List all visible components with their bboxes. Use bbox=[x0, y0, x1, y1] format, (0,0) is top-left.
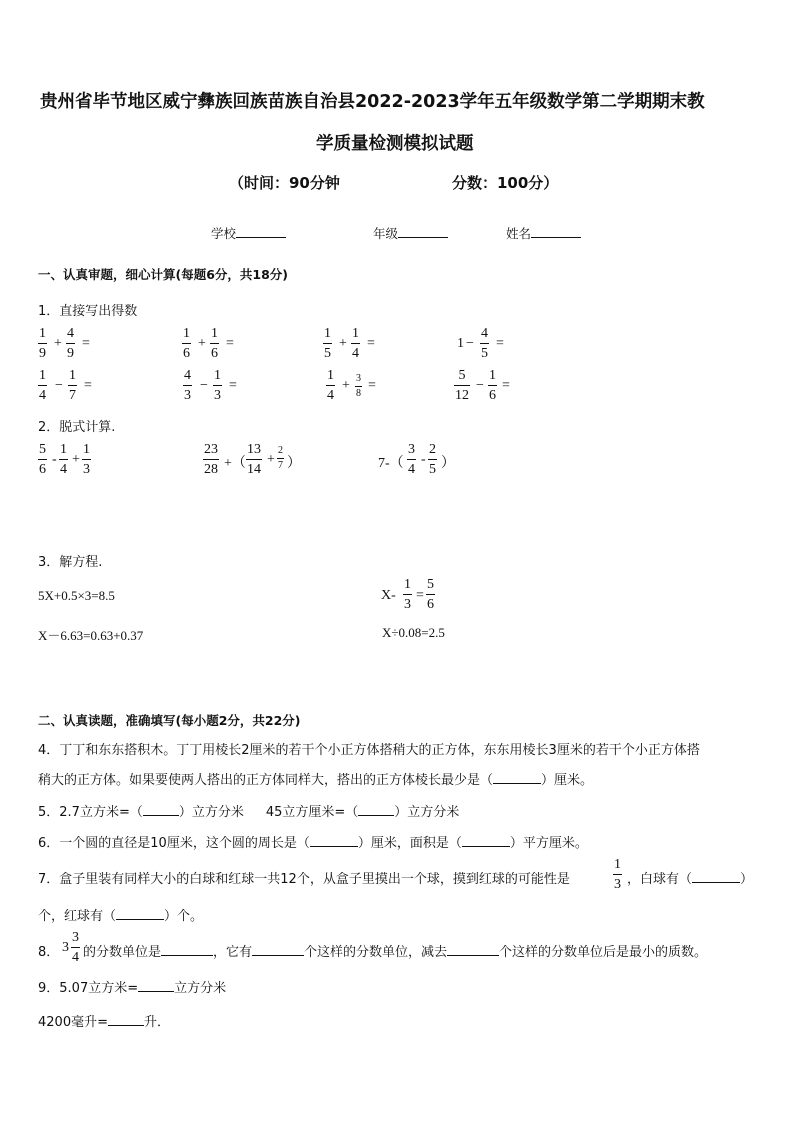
fraction: 13 14 bbox=[247, 442, 261, 477]
q9-blank-2[interactable] bbox=[108, 1013, 144, 1026]
q5-blank-2[interactable] bbox=[358, 803, 394, 816]
section-1-heading: 一、认真审题，细心计算(每题6分，共18分) bbox=[38, 267, 289, 282]
fraction: 1 5 bbox=[324, 326, 331, 361]
q9-text-b: 立方分米 bbox=[174, 981, 227, 996]
q5-text-d: ）立方分米 bbox=[394, 805, 460, 820]
fraction: 5 12 bbox=[455, 368, 469, 403]
q5-text-b: ）立方分米 bbox=[178, 805, 244, 820]
equals: = bbox=[368, 378, 376, 393]
fraction: 5 6 bbox=[39, 442, 46, 477]
q7-line2 bbox=[38, 905, 203, 924]
q7-text-c: ） bbox=[740, 872, 754, 887]
equals: = bbox=[496, 336, 504, 351]
operator: + bbox=[339, 336, 347, 351]
operator: + bbox=[267, 452, 275, 467]
exam-title-line2: 学质量检测模拟试题 bbox=[316, 134, 474, 154]
equals: = bbox=[502, 378, 510, 393]
q5-text-a: 5．2.7立方米=（ bbox=[38, 805, 143, 820]
fraction: 1 3 bbox=[214, 368, 221, 403]
q7-text-d: 个，红球有（ bbox=[38, 909, 117, 924]
fraction: 5 6 bbox=[427, 577, 434, 612]
q4-answer-blank[interactable] bbox=[493, 771, 541, 784]
operator: − bbox=[476, 378, 484, 393]
fraction: 1 4 bbox=[39, 368, 46, 403]
name-blank[interactable] bbox=[531, 225, 581, 238]
whole-number: 1 bbox=[457, 336, 464, 351]
q4-text-a: 稍大的正方体。如果要使两人搭出的正方体同样大，搭出的正方体棱长最少是（ bbox=[38, 773, 494, 788]
equals: = bbox=[367, 336, 375, 351]
q3-equation-3: X－6.63=0.63+0.37 bbox=[38, 628, 144, 643]
operator: − bbox=[55, 378, 63, 393]
q8-blank-3[interactable] bbox=[447, 943, 499, 956]
q6 bbox=[38, 832, 588, 851]
q3-label: 3．解方程. bbox=[38, 555, 103, 570]
equals: = bbox=[229, 378, 237, 393]
fraction: 4 5 bbox=[481, 326, 488, 361]
q8-text-d: 个这样的分数单位，减去 bbox=[304, 945, 448, 960]
fraction: 23 28 bbox=[204, 442, 218, 477]
q7-text-e: ）个。 bbox=[164, 909, 204, 924]
operator: +（ bbox=[224, 456, 246, 471]
q7-line1 bbox=[38, 868, 570, 887]
fraction: 1 4 bbox=[60, 442, 67, 477]
fraction: 1 6 bbox=[489, 368, 496, 403]
close-paren: ） bbox=[441, 456, 455, 471]
q8-text-e: 个这样的分数单位后是最小的质数。 bbox=[499, 945, 708, 960]
name-label: 姓名 bbox=[506, 226, 532, 241]
fraction: 1 9 bbox=[39, 326, 46, 361]
q9-line2 bbox=[38, 1011, 170, 1030]
fraction: 1 4 bbox=[352, 326, 359, 361]
q3-equation-4: X÷0.08=2.5 bbox=[382, 625, 445, 640]
grade-label: 年级 bbox=[373, 226, 399, 241]
fraction: 3 4 bbox=[408, 442, 415, 477]
whole-number: 7-（ bbox=[378, 456, 404, 471]
equation-prefix: X- bbox=[381, 588, 396, 603]
close-paren: ） bbox=[287, 456, 301, 471]
q5-blank-1[interactable] bbox=[143, 803, 179, 816]
school-label: 学校 bbox=[211, 226, 237, 241]
operator: − bbox=[466, 336, 474, 351]
fraction: 1 7 bbox=[69, 368, 76, 403]
q6-blank-2[interactable] bbox=[462, 834, 510, 847]
operator: - bbox=[421, 452, 426, 467]
q7-probability-fraction: 1 3 bbox=[614, 857, 621, 892]
q5 bbox=[38, 801, 459, 820]
equals: = bbox=[82, 336, 90, 351]
q9-blank-1[interactable] bbox=[138, 979, 174, 992]
q9-text-c: 4200毫升= bbox=[38, 1015, 108, 1030]
q8-blank-2[interactable] bbox=[252, 943, 304, 956]
school-blank[interactable] bbox=[236, 225, 286, 238]
operator: + bbox=[72, 452, 80, 467]
q9-text-a: 9．5.07立方米= bbox=[38, 981, 139, 996]
fraction: 1 6 bbox=[211, 326, 218, 361]
q1-label: 1．直接写出得数 bbox=[38, 304, 138, 319]
q8-text-c: ，它有 bbox=[213, 945, 253, 960]
q7-blank-1[interactable] bbox=[692, 870, 740, 883]
fraction: 2 5 bbox=[429, 442, 436, 477]
grade-field[interactable] bbox=[373, 224, 448, 242]
q8-text-b: 的分数单位是 bbox=[83, 945, 162, 960]
exam-time: （时间：90分钟 bbox=[229, 174, 340, 192]
operator: - bbox=[52, 452, 57, 467]
fraction: 4 9 bbox=[67, 326, 74, 361]
fraction: 1 6 bbox=[183, 326, 190, 361]
fraction: 1 4 bbox=[327, 368, 334, 403]
q8-mixed-fraction: 3 4 bbox=[72, 930, 79, 965]
q6-text-a: 6．一个圆的直径是10厘米，这个圆的周长是（ bbox=[38, 836, 310, 851]
section-2-heading: 二、认真读题，准确填写(每小题2分，共22分) bbox=[38, 713, 301, 728]
equals: = bbox=[416, 588, 424, 603]
fraction: 1 3 bbox=[404, 577, 411, 612]
fraction: 4 3 bbox=[184, 368, 191, 403]
equals: = bbox=[84, 378, 92, 393]
operator: − bbox=[200, 378, 208, 393]
q9-line1 bbox=[38, 977, 226, 996]
q9-text-d: 升． bbox=[143, 1015, 170, 1030]
q8-mixed-whole: 3 bbox=[62, 940, 69, 955]
q5-text-c: 45立方厘米=（ bbox=[265, 805, 359, 820]
q7-text-b: ，白球有（ bbox=[627, 872, 693, 887]
operator: + bbox=[198, 336, 206, 351]
q3-equation-1: 5X+0.5×3=8.5 bbox=[38, 588, 115, 603]
q7-line1-end bbox=[627, 868, 753, 887]
q4-line2 bbox=[38, 769, 593, 788]
equals: = bbox=[226, 336, 234, 351]
grade-blank[interactable] bbox=[398, 225, 448, 238]
fraction: 1 3 bbox=[83, 442, 90, 477]
q8-number: 8． bbox=[38, 945, 60, 960]
operator: + bbox=[342, 378, 350, 393]
exam-score: 分数：100分） bbox=[452, 174, 559, 192]
fraction: 2 7 bbox=[278, 445, 283, 471]
q7-text-a: 7．盒子里装有同样大小的白球和红球一共12个，从盒子里摸出一个球，摸到红球的可能性是 bbox=[38, 872, 570, 887]
q8-blank-1[interactable] bbox=[161, 943, 213, 956]
q6-blank-1[interactable] bbox=[310, 834, 358, 847]
q7-blank-2[interactable] bbox=[116, 907, 164, 920]
operator: + bbox=[54, 336, 62, 351]
q4-line1: 4．丁丁和东东搭积木。丁丁用棱长2厘米的若干个小正方体搭稍大的正方体，东东用棱长3厘米的若干个小正方体搭 bbox=[38, 743, 700, 758]
school-field[interactable] bbox=[211, 224, 286, 242]
exam-title-line1: 贵州省毕节地区威宁彝族回族苗族自治县2022-2023学年五年级数学第二学期期末教 bbox=[40, 92, 705, 112]
q8-text bbox=[83, 941, 707, 960]
fraction: 3 8 bbox=[356, 373, 361, 399]
q2-label: 2．脱式计算. bbox=[38, 420, 116, 435]
name-field[interactable] bbox=[506, 224, 581, 242]
q4-text-b: ）厘米。 bbox=[541, 773, 594, 788]
q6-text-b: ）厘米，面积是（ bbox=[357, 836, 462, 851]
q6-text-c: ）平方厘米。 bbox=[509, 836, 588, 851]
